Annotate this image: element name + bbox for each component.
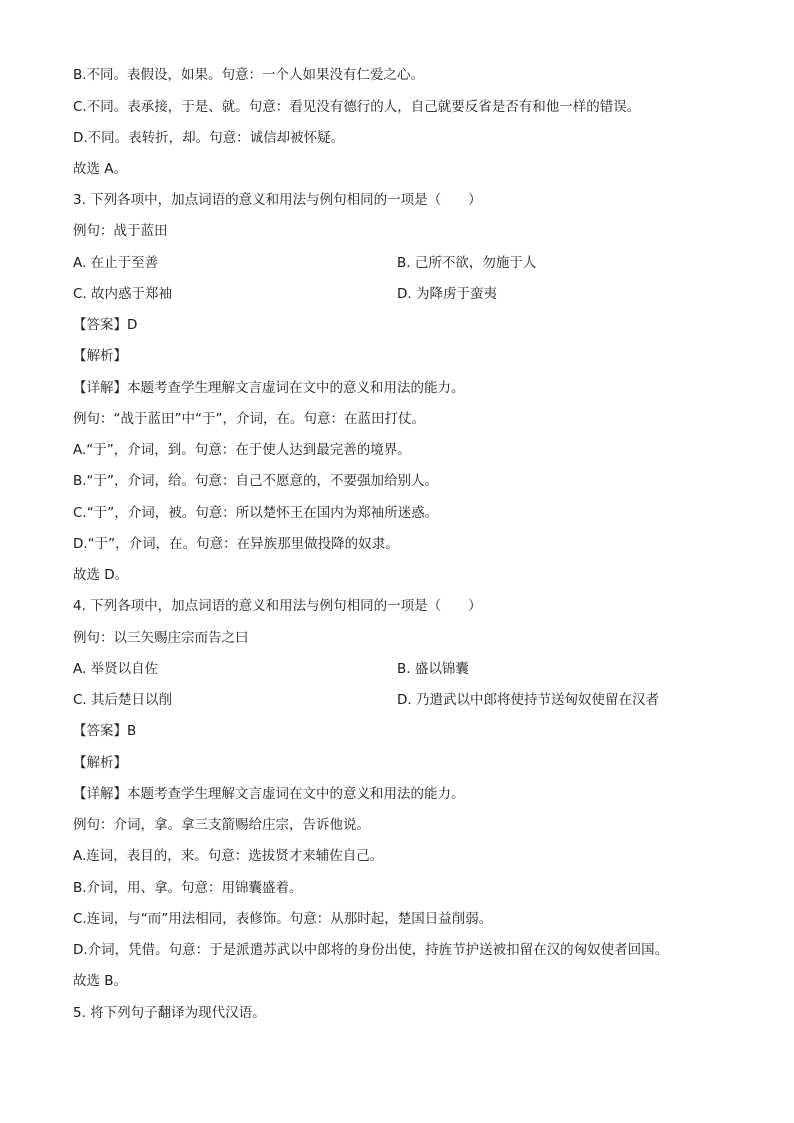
- question-4-d-explanation: D.介词，凭借。句意：于是派遣苏武以中郎将的身份出使，持旌节护送被扣留在汉的匈奴使者回国。: [73, 942, 669, 958]
- question-5-stem: 5. 将下列句子翻译为现代汉语。: [73, 1005, 266, 1021]
- question-3-c-explanation: C.“于”，介词，被。句意：所以楚怀王在国内为郑袖所迷惑。: [73, 505, 439, 521]
- question-4-option-d: D. 乃遣武以中郎将使持节送匈奴使留在汉者: [397, 692, 659, 708]
- question-4-conclusion: 故选 B。: [73, 973, 128, 989]
- question-3-example-explanation: 例句：“战于蓝田”中“于”，介词，在。句意：在蓝田打仗。: [73, 411, 425, 427]
- question-4-answer: 【答案】B: [73, 723, 137, 739]
- question-3-d-explanation: D.“于”，介词，在。句意：在异族那里做投降的奴隶。: [73, 536, 399, 552]
- answer-conclusion: 故选 A。: [73, 161, 128, 177]
- option-c-explanation: C.不同。表承接，于是、就。句意：看见没有德行的人，自己就要反省是否有和他一样的错误。: [73, 99, 641, 115]
- question-3-a-explanation: A.“于”，介词，到。句意：在于使人达到最完善的境界。: [73, 442, 411, 458]
- question-4-a-explanation: A.连词，表目的，来。句意：选拔贤才来辅佐自己。: [73, 848, 384, 864]
- question-4-detail: 【详解】本题考查学生理解文言虚词在文中的意义和用法的能力。: [73, 786, 465, 802]
- question-4-example-explanation: 例句：介词，拿。拿三支箭赐给庄宗，告诉他说。: [73, 817, 370, 833]
- question-3-option-c: C. 故内惑于郑袖: [73, 286, 173, 302]
- question-3-answer: 【答案】D: [73, 317, 138, 333]
- question-3-option-a: A. 在止于至善: [73, 255, 159, 271]
- question-4-example: 例句：以三矢赐庄宗而告之曰: [73, 630, 249, 646]
- question-4-option-b: B. 盛以锦囊: [397, 661, 469, 677]
- question-4-option-a: A. 举贤以自佐: [73, 661, 159, 677]
- question-4-option-c: C. 其后楚日以削: [73, 692, 173, 708]
- question-3-b-explanation: B.“于”，介词，给。句意：自己不愿意的，不要强加给别人。: [73, 473, 439, 489]
- question-3-detail: 【详解】本题考查学生理解文言虚词在文中的意义和用法的能力。: [73, 380, 465, 396]
- question-3-analysis-heading: 【解析】: [73, 348, 127, 364]
- option-b-explanation: B.不同。表假设，如果。句意：一个人如果没有仁爱之心。: [73, 67, 425, 83]
- question-3-example: 例句：战于蓝田: [73, 223, 168, 239]
- question-4-analysis-heading: 【解析】: [73, 755, 127, 771]
- question-4-stem: 4. 下列各项中，加点词语的意义和用法与例句相同的一项是（ ）: [73, 598, 482, 614]
- question-3-option-b: B. 己所不欲，勿施于人: [397, 255, 537, 271]
- question-4-c-explanation: C.连词，与“而”用法相同，表修饰。句意：从那时起，楚国日益削弱。: [73, 911, 493, 927]
- question-3-conclusion: 故选 D。: [73, 567, 129, 583]
- question-4-b-explanation: B.介词，用、拿。句意：用锦囊盛着。: [73, 880, 303, 896]
- option-d-explanation: D.不同。表转折，却。句意：诚信却被怀疑。: [73, 130, 345, 146]
- question-3-stem: 3. 下列各项中，加点词语的意义和用法与例句相同的一项是（ ）: [73, 192, 482, 208]
- question-3-option-d: D. 为降虏于蛮夷: [397, 286, 497, 302]
